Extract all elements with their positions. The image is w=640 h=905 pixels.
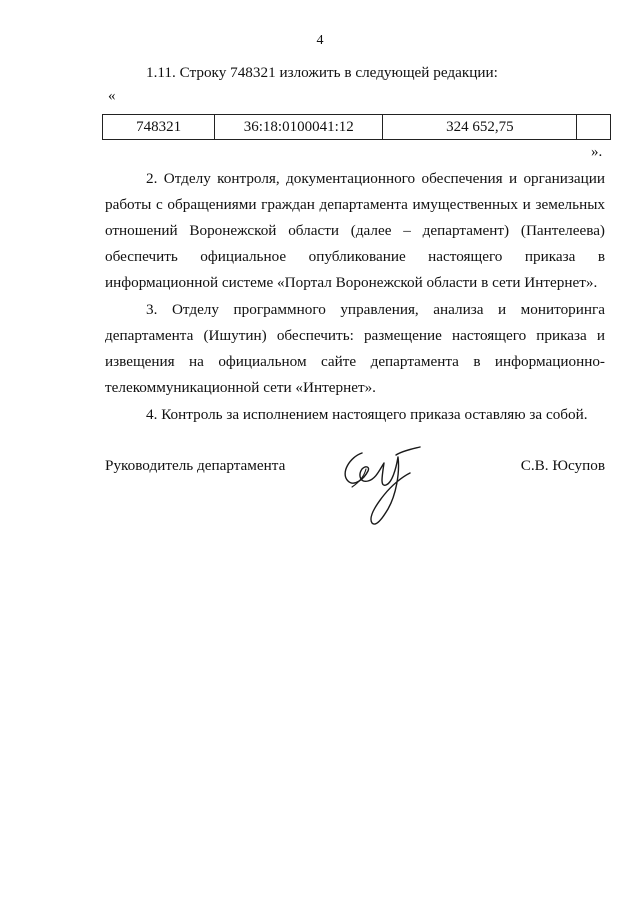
item-4-text: 4. Контроль за исполнением настоящего приказа оставляю за собой. <box>146 406 588 423</box>
replacement-table <box>102 114 611 140</box>
item-3-paragraph <box>105 297 605 401</box>
table-cell-cadastral: 36:18:0100041:12 <box>215 115 383 140</box>
opening-quote: « <box>108 88 116 104</box>
table-row <box>103 115 611 140</box>
paragraph-line: обеспечить официальное опубликование настоящего приказа в <box>105 248 605 265</box>
page-number: 4 <box>316 33 324 48</box>
closing-quote: ». <box>591 144 603 160</box>
signature-block <box>105 457 605 537</box>
signatory-title: Руководитель департамента <box>105 457 286 474</box>
paragraph-line: 2. Отделу контроля, документационного обеспечения и организации <box>146 170 605 187</box>
item-2-paragraph <box>105 166 605 296</box>
table-cell-empty <box>577 115 611 140</box>
paragraph-line: информационной системе «Портал Воронежской области в сети Интернет». <box>105 274 598 291</box>
paragraph-line: извещения на официальном сайте департамента в информационно- <box>105 353 605 370</box>
paragraph-line: департамента (Ишутин) обеспечить: размещение настоящего приказа и <box>105 327 605 344</box>
paragraph-line: отношений Воронежской области (далее – департамент) (Пантелеева) <box>105 222 605 239</box>
signatory-name: С.В. Юсупов <box>520 457 605 474</box>
table-cell-number: 748321 <box>103 115 215 140</box>
handwritten-signature <box>332 443 424 533</box>
paragraph-line: 3. Отделу программного управления, анализа и мониторинга <box>146 301 605 318</box>
table-cell-value: 324 652,75 <box>383 115 577 140</box>
item-1-11-text: 1.11. Строку 748321 изложить в следующей редакции: <box>146 64 498 81</box>
paragraph-line: телекоммуникационной сети «Интернет». <box>105 379 376 396</box>
paragraph-line: работы с обращениями граждан департамента имущественных и земельных <box>105 196 605 213</box>
